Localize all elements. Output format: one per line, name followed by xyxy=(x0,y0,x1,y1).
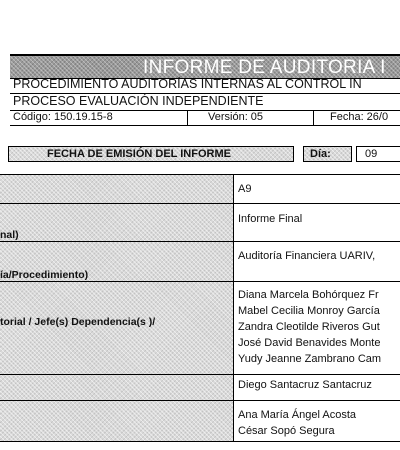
row-label: ía/Procedimiento) xyxy=(0,269,89,281)
row-label-cell xyxy=(0,282,234,374)
table-row xyxy=(0,204,400,242)
day-label: Día: xyxy=(310,148,331,160)
day-value-box xyxy=(356,146,400,162)
process-text: PROCESO EVALUACIÓN INDEPENDIENTE xyxy=(13,94,264,108)
table-row xyxy=(0,282,400,375)
row-value-cell xyxy=(234,242,400,281)
day-label-box xyxy=(303,146,352,162)
process-line xyxy=(10,93,400,111)
row-value-cell xyxy=(234,282,400,374)
row-label: torial / Jefe(s) Dependencia(s )/ xyxy=(0,316,156,328)
list-item: Zandra Cleotilde Riveros Gut xyxy=(238,321,380,333)
document-meta-row xyxy=(10,110,400,126)
report-title: INFORME DE AUDITORIA I xyxy=(143,57,386,78)
row-label-cell xyxy=(0,375,234,400)
row-label-cell xyxy=(0,175,234,203)
issue-date-bar xyxy=(0,145,400,163)
row-label: nal) xyxy=(0,229,19,241)
procedure-line xyxy=(10,76,400,94)
issue-date-label: FECHA DE EMISIÓN DEL INFORME xyxy=(47,148,231,160)
list-item: César Sopó Segura xyxy=(238,425,335,437)
codigo-text: Código: 150.19.15-8 xyxy=(13,111,113,123)
table-row xyxy=(0,401,400,442)
version-text: Versión: 05 xyxy=(187,110,263,125)
row-value-cell xyxy=(234,375,400,400)
row-label-cell xyxy=(0,242,234,281)
row-value: Auditoría Financiera UARIV, xyxy=(238,250,376,262)
list-item: Mabel Cecilia Monroy García xyxy=(238,305,380,317)
table-row xyxy=(0,242,400,282)
row-label-cell xyxy=(0,401,234,441)
day-value: 09 xyxy=(365,148,378,160)
row-value: Diego Santacruz Santacruz xyxy=(238,379,372,391)
row-value: Informe Final xyxy=(238,213,303,225)
list-item: Yudy Jeanne Zambrano Cam xyxy=(238,353,382,365)
list-item: José David Benavides Monte xyxy=(238,337,381,349)
list-item: Ana María Ángel Acosta xyxy=(238,409,357,421)
procedure-text: PROCEDIMIENTO AUDITORÍAS INTERNAS AL CONTROL IN xyxy=(13,77,362,91)
report-info-table xyxy=(0,174,400,441)
row-value-cell xyxy=(234,204,400,241)
table-row xyxy=(0,175,400,204)
table-row xyxy=(0,375,400,401)
list-item: Diana Marcela Bohórquez Fr xyxy=(238,289,379,301)
row-value-cell xyxy=(234,175,400,203)
row-value: A9 xyxy=(238,183,252,195)
row-value-cell xyxy=(234,401,400,441)
row-label-cell xyxy=(0,204,234,241)
issue-date-label-box xyxy=(8,146,294,162)
fecha-text: Fecha: 26/0 xyxy=(313,110,388,125)
